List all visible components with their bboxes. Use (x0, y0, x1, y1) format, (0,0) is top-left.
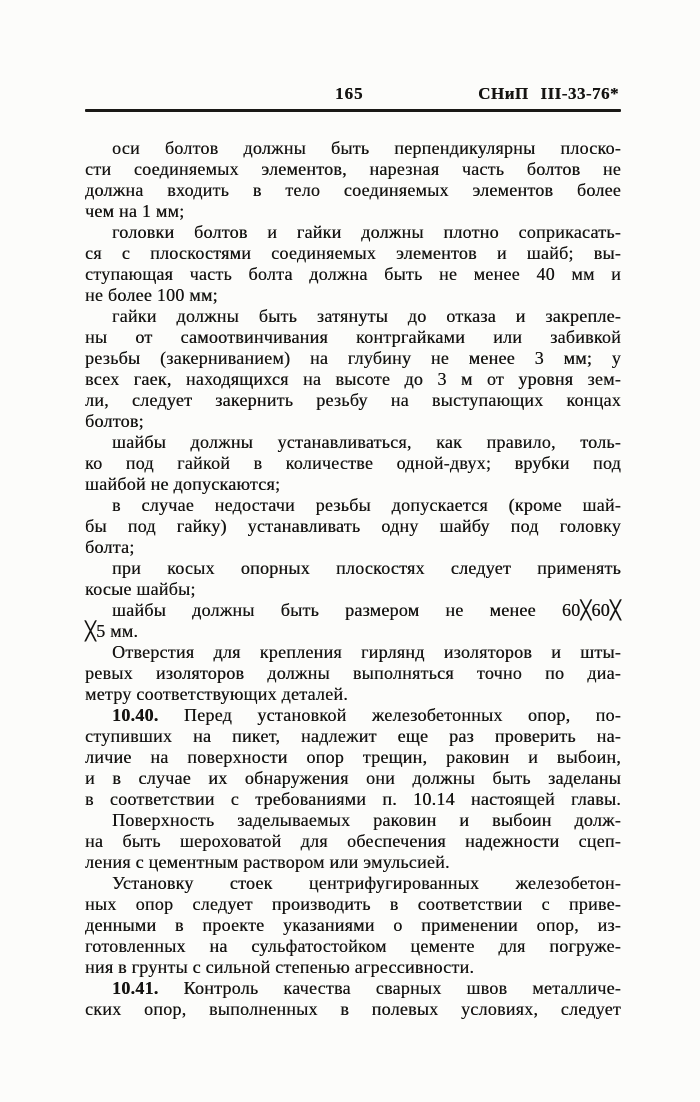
text-line: болтов; (85, 410, 144, 431)
text-line: болта; (85, 536, 135, 557)
text-line: ╳5 мм. (85, 620, 139, 641)
text-line: в соответствии с требованиями п. 10.14 настоящей главы. (85, 788, 621, 809)
page-header (85, 84, 621, 104)
text-line: в случае недостачи резьбы допускается (кроме шай- (112, 494, 621, 515)
text-line (85, 978, 621, 999)
paragraph (85, 558, 621, 600)
text-line: при косых опорных плоскостях следует применять (112, 557, 621, 578)
text-line: Поверхность заделываемых раковин и выбоин долж- (112, 809, 621, 830)
paragraph (85, 873, 621, 978)
text-line: ления с цементным раствором или эмульсией. (85, 851, 450, 872)
paragraph (85, 306, 621, 432)
text-line: шайбы должны устанавливаться, как правило, толь- (112, 431, 621, 452)
text-line: чем на 1 мм; (85, 200, 185, 221)
text-line: не более 100 мм; (85, 284, 218, 305)
paragraph (85, 495, 621, 558)
text-line: Установку стоек центрифугированных железобетон- (112, 872, 621, 893)
clause-number: 10.41. (112, 977, 159, 998)
document-body (85, 138, 621, 1020)
paragraph (85, 642, 621, 705)
text-line: ся с плоскостями соединяемых элементов и шайб; вы- (85, 242, 621, 263)
paragraph (85, 978, 621, 1020)
text-run: Контроль качества сварных швов металличе- (183, 977, 622, 998)
text-line: ревых изоляторов должны выполняться точно по диа- (85, 662, 621, 683)
text-line: шайбы должны быть размером не менее 60╳60╳ (112, 599, 621, 620)
paragraph (85, 222, 621, 306)
header-rule (85, 109, 621, 112)
text-line: денными в проекте указаниями о применении опор, из- (85, 914, 621, 935)
text-line: ских опор, выполненных в полевых условиях, следует (85, 998, 621, 1019)
text-line: метру соответствующих деталей. (85, 683, 348, 704)
text-line: резьбы (закерниванием) на глубину не менее 3 мм; у (85, 347, 621, 368)
paragraph (85, 138, 621, 222)
text-line: оси болтов должны быть перпендикулярны плоско- (112, 137, 621, 158)
text-run: Перед установкой железобетонных опор, по- (183, 704, 621, 725)
text-line: шайбой не допускаются; (85, 473, 281, 494)
text-line (85, 705, 621, 726)
text-line: ли, следует закернить резьбу на выступающих концах (85, 389, 621, 410)
text-line: ных опор следует производить в соответствии с приве- (85, 893, 621, 914)
page-content (85, 84, 621, 1020)
text-line: головки болтов и гайки должны плотно соприкасать- (112, 221, 621, 242)
text-line: бы под гайку) устанавливать одну шайбу под головку (85, 515, 621, 536)
text-line: должна входить в тело соединяемых элементов более (85, 179, 621, 200)
document-code: СНиП III-33-76* (478, 84, 619, 103)
text-line: ны от самоотвинчивания контргайками или забивкой (85, 326, 621, 347)
paragraph (85, 432, 621, 495)
text-line: Отверстия для крепления гирлянд изоляторов и шты- (112, 641, 621, 662)
paragraph (85, 600, 621, 642)
text-line: ко под гайкой в количестве одной-двух; врубки под (85, 452, 621, 473)
text-line: гайки должны быть затянуты до отказа и закрепле- (112, 305, 621, 326)
text-line: ступающая часть болта должна быть не менее 40 мм и (85, 263, 621, 284)
paragraph (85, 705, 621, 810)
text-line: косые шайбы; (85, 578, 196, 599)
text-line: сти соединяемых элементов, нарезная часть болтов не (85, 158, 621, 179)
text-line: личие на поверхности опор трещин, раковин и выбоин, (85, 746, 621, 767)
paragraph (85, 810, 621, 873)
text-line: всех гаек, находящихся на высоте до 3 м от уровня зем- (85, 368, 621, 389)
clause-number: 10.40. (112, 704, 159, 725)
text-line: ния в грунты с сильной степенью агрессивности. (85, 956, 475, 977)
text-line: ступивших на пикет, надлежит еще раз проверить на- (85, 725, 621, 746)
text-line: и в случае их обнаружения они должны быть заделаны (85, 767, 621, 788)
text-line: на быть шероховатой для обеспечения надежности сцеп- (85, 830, 621, 851)
page-number: 165 (335, 84, 364, 103)
text-line: готовленных на сульфатостойком цементе для погруже- (85, 935, 621, 956)
